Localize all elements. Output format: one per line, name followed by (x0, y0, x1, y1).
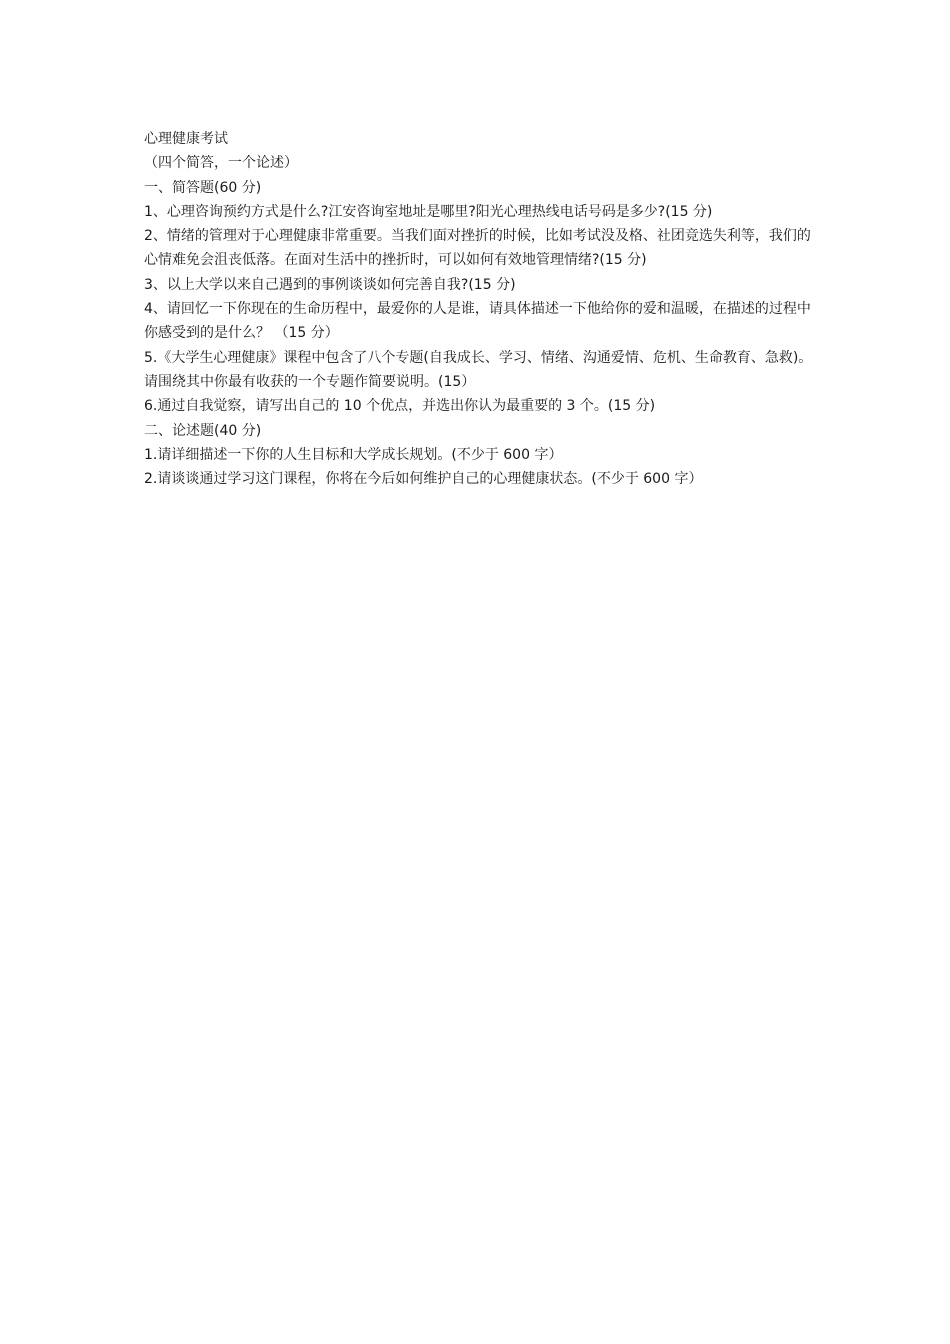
section-heading-essay: 二、论述题(40 分) (144, 422, 262, 439)
question-item: 3、以上大学以来自己遇到的事例谈谈如何完善自我?(15 分) (144, 276, 516, 293)
question-item: 5.《大学生心理健康》课程中包含了八个专题(自我成长、学习、情绪、沟通爱情、危机、生命教育、急救)。请围绕其中你最有收获的一个专题作简要说明。(15） (144, 349, 813, 390)
document-subtitle: （四个简答，一个论述） (144, 155, 298, 172)
question-item: 1、心理咨询预约方式是什么?江安咨询室地址是哪里?阳光心理热线电话号码是多少?(15 分) (144, 203, 713, 220)
question-item: 4、请回忆一下你现在的生命历程中，最爱你的人是谁，请具体描述一下他给你的爱和温暖，在描述的过程中你感受到的是什么？ （15 分） (144, 301, 811, 342)
essay-item: 1.请详细描述一下你的人生目标和大学成长规划。(不少于 600 字） (144, 446, 563, 463)
question-item: 2、情绪的管理对于心理健康非常重要。当我们面对挫折的时候，比如考试没及格、社团竞选失利等，我们的心情难免会沮丧低落。在面对生活中的挫折时，可以如何有效地管理情绪?(15 分) (144, 228, 811, 269)
document-title: 心理健康考试 (144, 131, 228, 147)
document-body (144, 127, 819, 491)
question-item: 6.通过自我觉察，请写出自己的 10 个优点，并选出你认为最重要的 3 个。(15 分) (144, 398, 656, 415)
section-heading-short-answer: 一、简答题(60 分) (144, 179, 262, 196)
essay-item: 2.请谈谈通过学习这门课程，你将在今后如何维护自己的心理健康状态。(不少于 600 字） (144, 471, 703, 488)
